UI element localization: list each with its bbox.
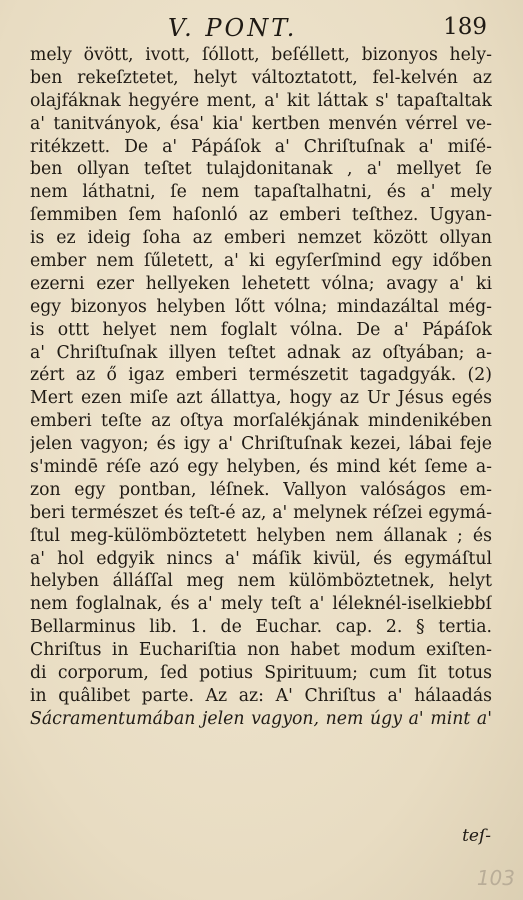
text-line: a' Chriſtuſnak illyen teſtet adnak az oſtyában; a- [30,342,492,363]
text-line: ſtul meg-külömböztetett helyben nem állanak ; és [30,525,492,546]
text-line: nem foglalnak, és a' mely teſt a' léleknél-iselkiebbſ [30,594,492,615]
text-line: nem láthatni, ſe nem tapaſtalhatni, és a' mely [30,182,492,203]
text-line: jelen vagyon; és igy a' Chriſtuſnak kezei, lábai feje [30,434,492,455]
text-line: emberi teſte az oſtya morſalékjának mindenikében [30,411,492,432]
text-line: zon egy pontban, léſnek. Vallyon valóságos em- [30,479,492,500]
text-line: s'mindē réſe azó egy helyben, és mind két ſeme a- [30,457,492,478]
text-line: a' tanitványok, ésa' kia' kertben menvén vérrel ve- [30,113,492,134]
text-line: Sácramentumában jelen vagyon, nem úgy a' mint a' [30,708,492,729]
text-line: helyben álláſſal meg nem külömböztetnek, helyt [30,571,492,592]
text-line: olajfáknak hegyére ment, a' kit láttak s' tapaſtaltak [30,90,492,111]
text-line: beri természet és teſt-é az, a' melynek réſzei egymá- [30,502,492,523]
text-line: di corporum, ſed potius Spirituum; cum ſit totus [30,663,492,684]
text-line: ezerni ezer hellyeken lehetett vólna; avagy a' ki [30,273,492,294]
text-line: is ez ideig ſoha az emberi nemzet között ollyan [30,228,492,249]
text-line: in quâlibet parte. Az az: A' Chriſtus a' hálaadás [30,685,492,706]
pencil-annotation: 103 [476,866,515,890]
text-line: ſemmiben ſem haſonló az emberi teſthez. Ugyan- [30,205,492,226]
text-line: ben rekeſztetet, helyt változtatott, fel-kelvén az [30,67,492,88]
page-number: 189 [443,14,487,40]
body-text [30,44,492,731]
page-header [0,8,523,42]
text-line: ben ollyan teſtet tulajdonitanak , a' mellyet ſe [30,159,492,180]
text-line: Bellarminus lib. 1. de Euchar. cap. 2. § tertia. [30,617,492,638]
text-line: zért az ő igaz emberi természetit tagadgyák. (2) [30,365,492,386]
text-line: a' hol edgyik nincs a' máſik kivül, és egymáſtul [30,548,492,569]
text-line: ritékzett. De a' Pápáſok a' Chriſtuſnak a' miſé- [30,136,492,157]
catchword: teſ- [462,826,491,846]
text-line: egy bizonyos helyben lőtt vólna; mindazáltal még- [30,296,492,317]
text-line: mely övött, ivott, ſóllott, beſéllett, bizonyos hely- [30,45,492,65]
text-line: Chriſtus in Euchariſtia non habet modum exiſten- [30,640,492,661]
text-line: Mert ezen miſe azt állattya, hogy az Ur Jésus egés [30,388,492,409]
text-line: ember nem ſűletett, a' ki egyſerſmind egy időben [30,251,492,272]
text-line: is ottt helyet nem foglalt vólna. De a' Pápáſok [30,319,492,340]
running-title: V. PONT. [168,14,298,42]
